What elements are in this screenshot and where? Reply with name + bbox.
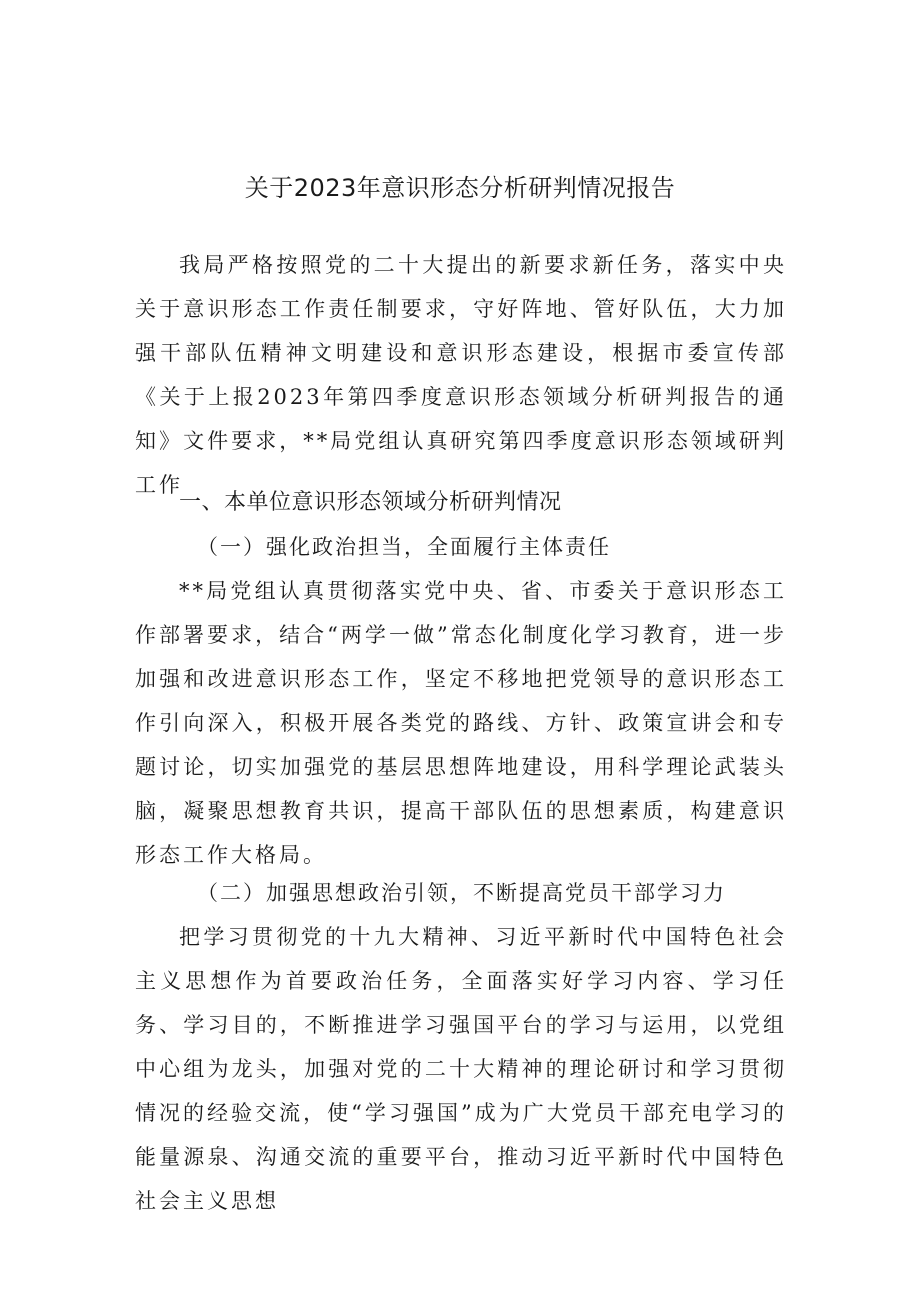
subsection-2-paragraph: 把学习贯彻党的十九大精神、习近平新时代中国特色社会主义思想作为首要政治任务，全面落实好学习内容、学习任务、学习目的，不断推进学习强国平台的学习与运用，以党组中心组为龙头，加强对党的二十大精神的理论研讨和学习贯彻情况的经验交流，使“学习强国”成为广大党员干部充电学习的能量源泉、沟通交流的重要平台，推动习近平新时代中国特色社会主义思想 <box>135 925 787 1213</box>
section-heading-1: 一、本单位意识形态领域分析研判情况 <box>179 490 562 515</box>
subsection-heading-2: （二）加强思想政治引领，不断提高党员干部学习力 <box>197 881 726 905</box>
subsection-1-paragraph: **局党组认真贯彻落实党中央、省、市委关于意识形态工作部署要求，结合“两学一做”常态化制度化学习教育，进一步加强和改进意识形态工作，坚定不移地把党领导的意识形态工作引向深入，积极开展各类党的路线、方针、政策宣讲会和专题讨论，切实加强党的基层思想阵地建设，用科学理论武装头脑，凝聚思想教育共识，提高干部队伍的思想素质，构建意识形态工作大格局。 <box>135 579 787 867</box>
subsection-heading-1: （一）强化政治担当，全面履行主体责任 <box>197 535 611 559</box>
intro-paragraph: 我局严格按照党的二十大提出的新要求新任务，落实中央关于意识形态工作责任制要求，守好阵地、管好队伍，大力加强干部队伍精神文明建设和意识形态建设，根据市委宣传部《关于上报2023年第四季度意识形态领域分析研判报告的通知》文件要求，**局党组认真研究第四季度意识形态领域研判工作 <box>135 253 787 497</box>
document-title: 关于2023年意识形态分析研判情况报告 <box>244 174 676 202</box>
